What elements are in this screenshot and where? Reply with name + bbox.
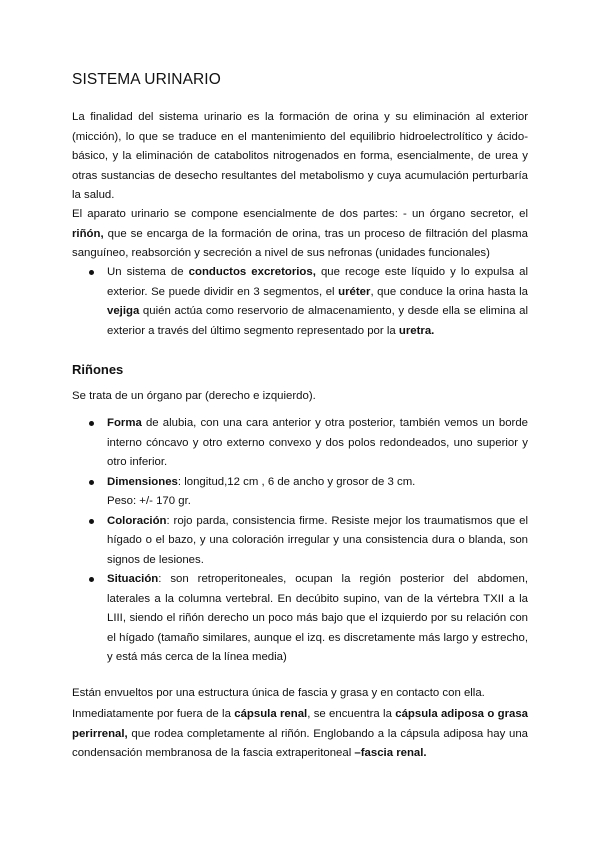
closing-paragraph-1: Están envueltos por una estructura única de fascia y grasa y en contacto con ella. <box>72 687 485 699</box>
text-span: que rodea completamente al riñón. Englobando a la cápsula adiposa hay una condensación membranosa de la fascia extraperitoneal <box>72 727 528 759</box>
text-span: El aparato urinario se compone esencialmente de dos partes: - un órgano secretor, el <box>72 208 528 220</box>
intro-paragraph-2 <box>72 205 528 264</box>
intro-bullet-list <box>72 263 528 341</box>
text-span: que se encarga de la formación de orina, tras un proceso de filtración del plasma sanguíneo, reabsorción y secreción a nivel de sus nefronas (unidades funcionales) <box>72 227 528 259</box>
bold-term-capsula-renal: cápsula renal <box>234 708 308 720</box>
bullet-icon <box>89 519 94 524</box>
rinones-bullet-list <box>72 414 528 668</box>
rinones-lead: Se trata de un órgano par (derecho e izquierdo). <box>72 390 316 402</box>
item-label: Coloración <box>107 514 167 527</box>
item-extra: Peso: +/- 170 gr. <box>107 495 191 507</box>
document-title: SISTEMA URINARIO <box>72 71 221 88</box>
bold-term-ureter: uréter <box>338 285 371 298</box>
bullet-icon <box>89 577 94 582</box>
bold-term-capsula-adiposa: cápsula adiposa o grasa perirrenal, <box>72 708 529 740</box>
list-item <box>72 473 528 512</box>
bold-term-conductos: conductos excretorios, <box>188 266 316 278</box>
list-item <box>72 570 528 668</box>
section-heading-rinones: Riñones <box>72 362 124 377</box>
text-span: , se encuentra la <box>307 708 396 720</box>
item-label: Dimensiones <box>107 475 178 488</box>
text-span: que recoge este líquido y lo expulsa al exterior. Se puede dividir en 3 segmentos, el <box>107 266 528 298</box>
closing-paragraph-2 <box>72 705 528 764</box>
item-label: Forma <box>107 417 142 429</box>
item-text: : rojo parda, consistencia firme. Resiste mejor los traumatismos que el hígado o el bazo, y una coloración irregular y una consistencia dura o blanda, son signos de lesiones. <box>107 514 528 566</box>
text-span: Inmediatamente por fuera de la <box>72 708 235 720</box>
bullet-icon <box>89 421 94 426</box>
item-text: : son retroperitoneales, ocupan la región posterior del abdomen, laterales a la columna vertebral. En decúbito supino, van de la vértebra TXII a la LIII, siendo el riñón derecho un poco más bajo que el izquierdo por su relación con el hígado (tamaño similares, aunque el izq. es discretamente más largo y estrecho, y está más cerca de la línea media) <box>107 573 528 663</box>
text-span: Un sistema de <box>107 266 189 278</box>
text-span: quién actúa como reservorio de almacenamiento, y desde ella se elimina al exterior a través del último segmento representado por la <box>107 305 528 337</box>
bullet-icon <box>89 270 94 275</box>
list-item <box>72 512 528 571</box>
intro-paragraph-1: La finalidad del sistema urinario es la formación de orina y su eliminación al exterior (micción), lo que se traduce en el mantenimiento del equilibrio hidroelectrolítico y ácido-básico, y la eliminación de catabolitos nitrogenados en forma, esencialmente, de urea y otras sustancias de desecho resultantes del metabolismo y cuya acumulación perturbaría la salud. <box>72 111 528 201</box>
bold-term-fascia-renal: –fascia renal. <box>354 747 427 759</box>
item-text: : longitud,12 cm , 6 de ancho y grosor de 3 cm. <box>177 475 416 488</box>
item-text: de alubia, con una cara anterior y otra posterior, también vemos un borde interno cóncavo y otro externo convexo y dos polos redondeados, uno superior y otro inferior. <box>107 417 528 468</box>
list-item <box>72 263 528 341</box>
bold-term-vejiga: vejiga <box>107 305 140 317</box>
text-span: , que conduce la orina hasta la <box>370 285 528 298</box>
list-item <box>72 414 528 473</box>
bold-term-rinon: riñón, <box>72 227 104 240</box>
bold-term-uretra: uretra. <box>398 324 435 337</box>
bullet-icon <box>89 480 94 485</box>
item-label: Situación <box>107 573 159 585</box>
